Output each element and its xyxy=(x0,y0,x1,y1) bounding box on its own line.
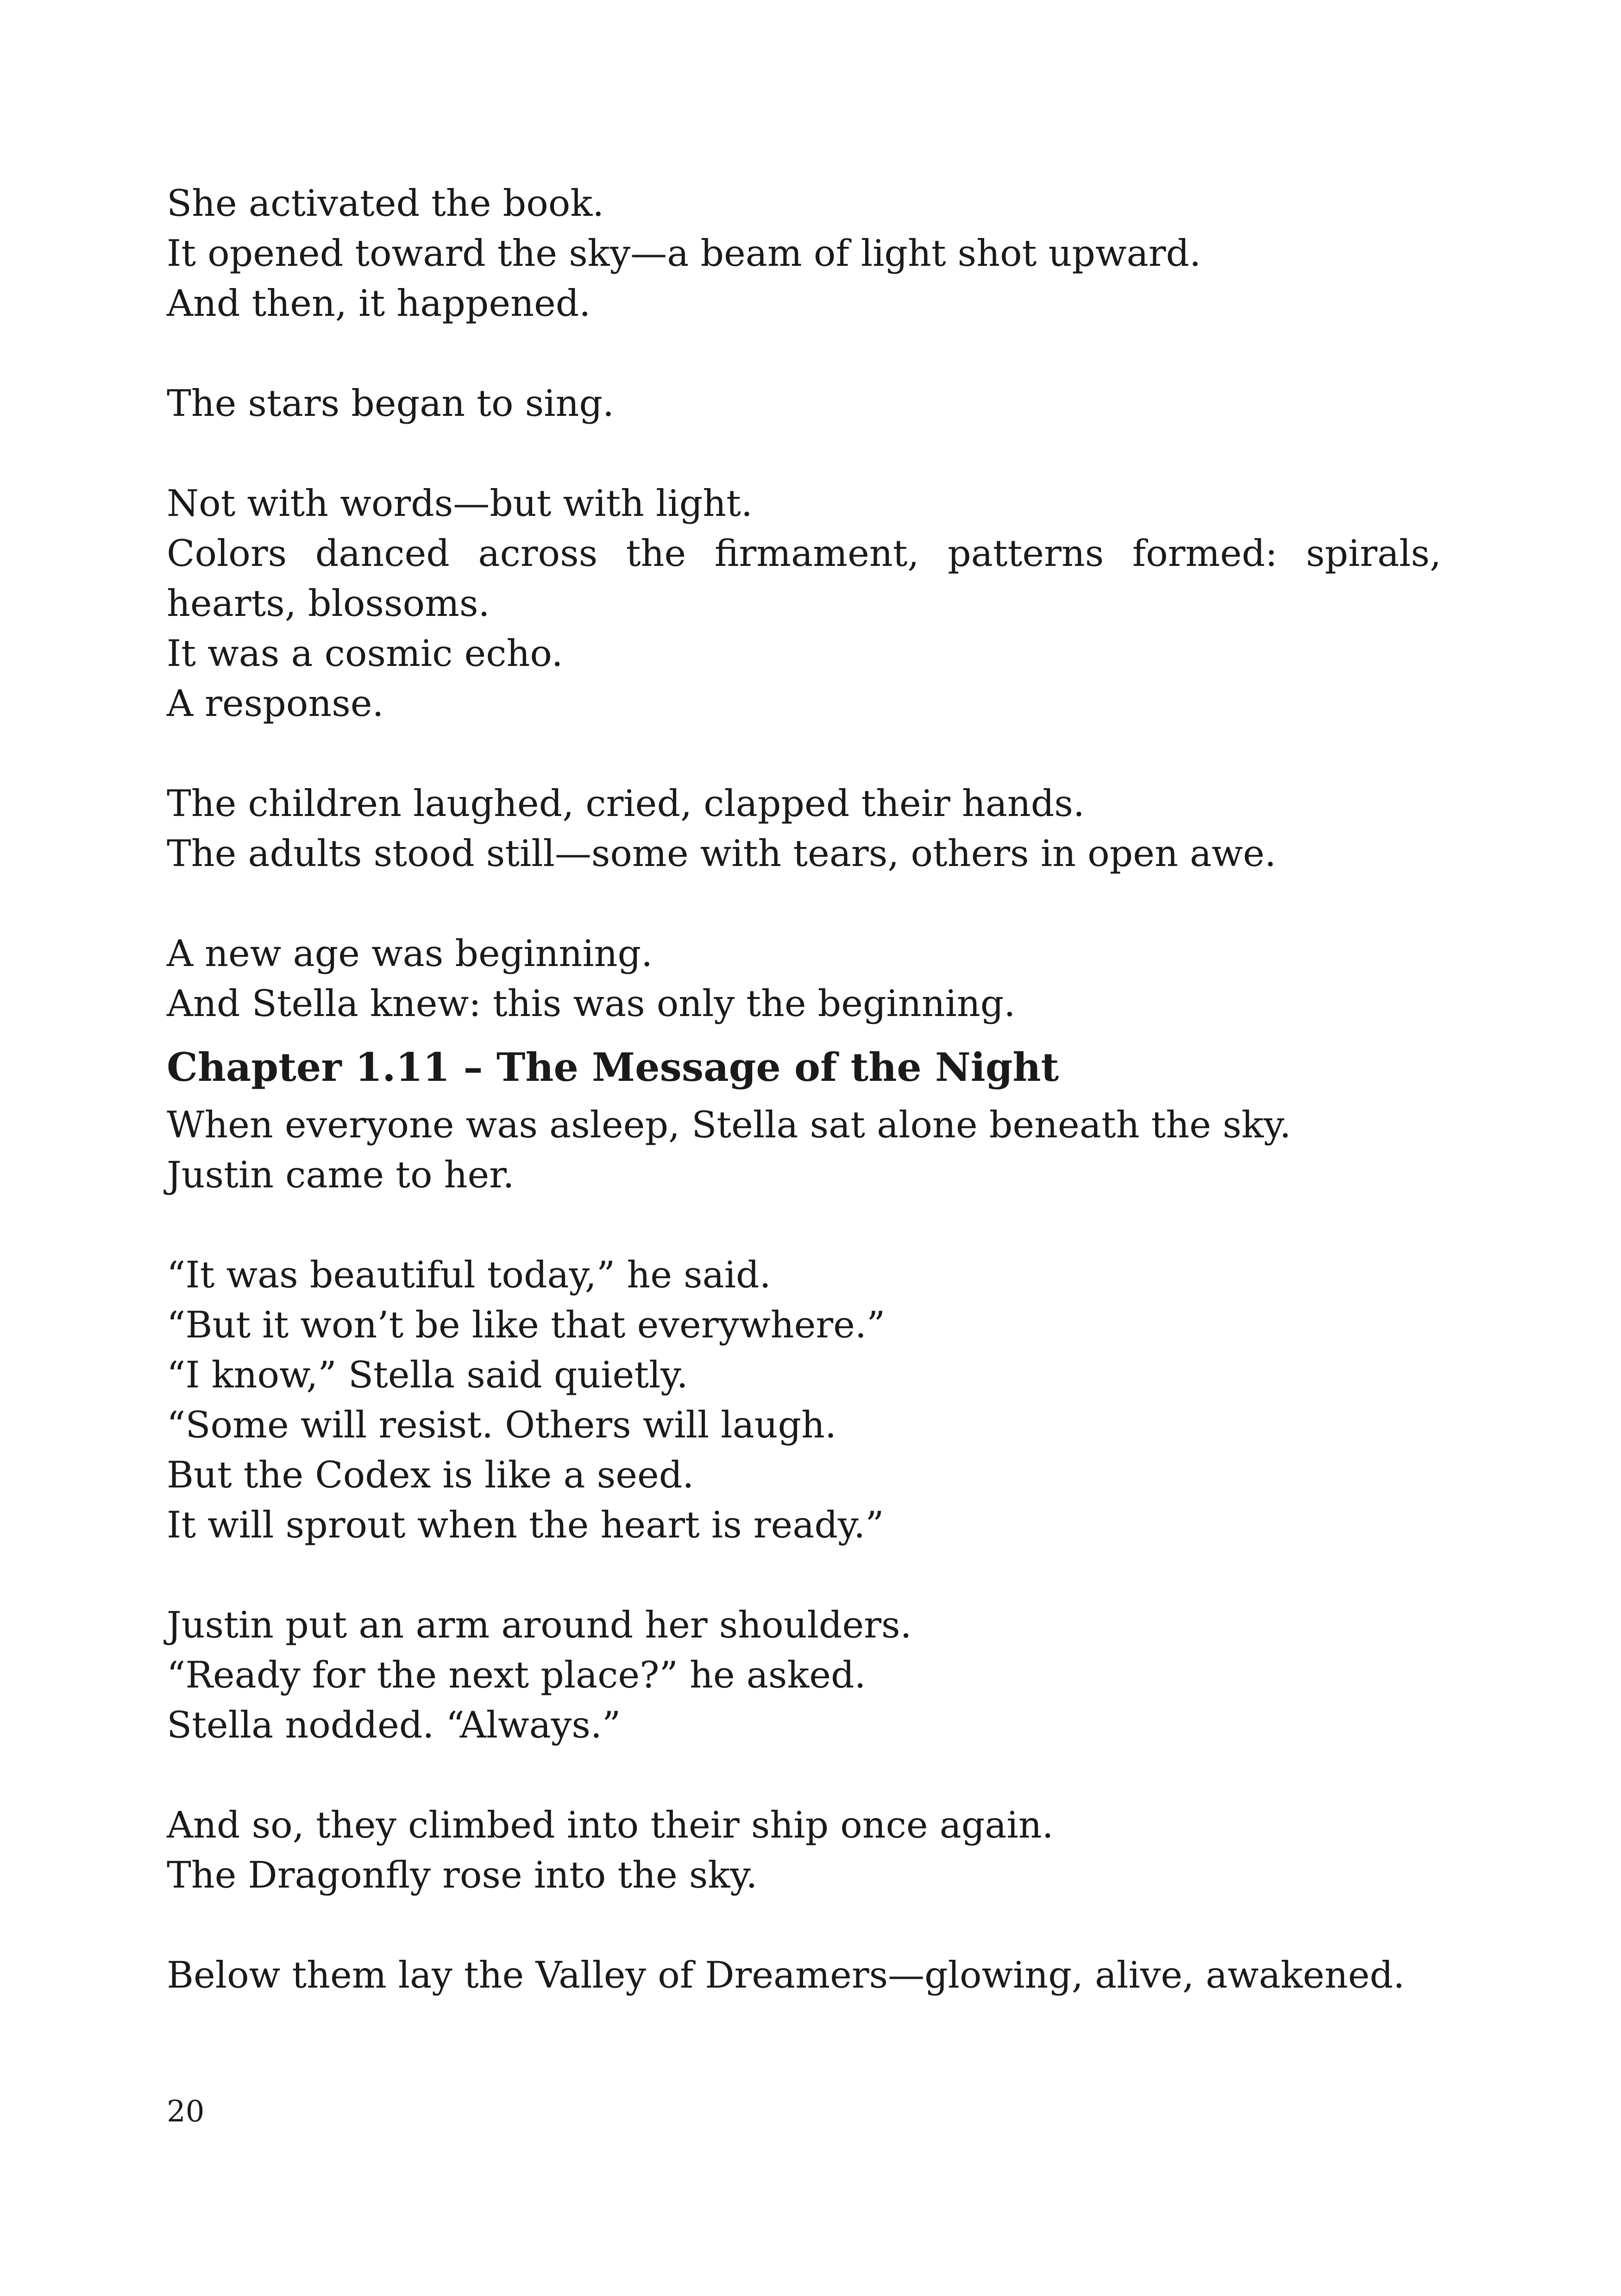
text-line: “Ready for the next place?” he asked. xyxy=(167,1654,866,1696)
chapter-heading: Chapter 1.11 – The Message of the Night xyxy=(167,1044,1059,1090)
text-line: “But it won’t be like that everywhere.” xyxy=(167,1304,886,1346)
text-line: A response. xyxy=(167,682,384,725)
text-line: She activated the book. xyxy=(167,182,604,225)
text-line: The children laughed, cried, clapped their hands. xyxy=(167,782,1085,825)
paragraph-gap xyxy=(167,1550,1441,1600)
text-line: The Dragonfly rose into the sky. xyxy=(167,1854,758,1896)
paragraph-gap xyxy=(167,1750,1441,1800)
text-line: But the Codex is like a seed. xyxy=(167,1454,694,1496)
text-line: It opened toward the sky—a beam of light shot upward. xyxy=(167,232,1201,275)
text-line: hearts, blossoms. xyxy=(167,582,490,625)
text-line: Not with words—but with light. xyxy=(167,482,753,525)
text-line: Below them lay the Valley of Dreamers—glowing, alive, awakened. xyxy=(167,1954,1405,1996)
text-line: And so, they climbed into their ship once again. xyxy=(167,1804,1054,1846)
text-line: Justin came to her. xyxy=(167,1154,515,1196)
text-line: Stella nodded. “Always.” xyxy=(167,1704,621,1746)
paragraph-gap xyxy=(167,878,1441,928)
text-line: A new age was beginning. xyxy=(167,932,653,975)
text-line: Colors danced across the firmament, patterns formed: spirals, xyxy=(167,532,1441,575)
text-line: And Stella knew: this was only the beginning. xyxy=(167,982,1016,1025)
paragraph-gap xyxy=(167,728,1441,778)
text-line: It will sprout when the heart is ready.” xyxy=(167,1504,884,1546)
text-line: “It was beautiful today,” he said. xyxy=(167,1254,771,1296)
paragraph-gap xyxy=(167,328,1441,378)
paragraph-gap xyxy=(167,428,1441,478)
paragraph-gap xyxy=(167,1900,1441,1950)
text-line: Justin put an arm around her shoulders. xyxy=(167,1604,912,1646)
text-line: And then, it happened. xyxy=(167,282,591,325)
text-line: The stars began to sing. xyxy=(167,382,615,425)
text-line: The adults stood still—some with tears, others in open awe. xyxy=(167,832,1276,875)
text-column xyxy=(167,178,1441,2000)
page-number: 20 xyxy=(167,2095,205,2129)
text-line: When everyone was asleep, Stella sat alone beneath the sky. xyxy=(167,1104,1291,1146)
text-line: It was a cosmic echo. xyxy=(167,632,563,675)
paragraph-gap xyxy=(167,1200,1441,1250)
text-line: “Some will resist. Others will laugh. xyxy=(167,1404,837,1446)
text-line: “I know,” Stella said quietly. xyxy=(167,1354,688,1396)
